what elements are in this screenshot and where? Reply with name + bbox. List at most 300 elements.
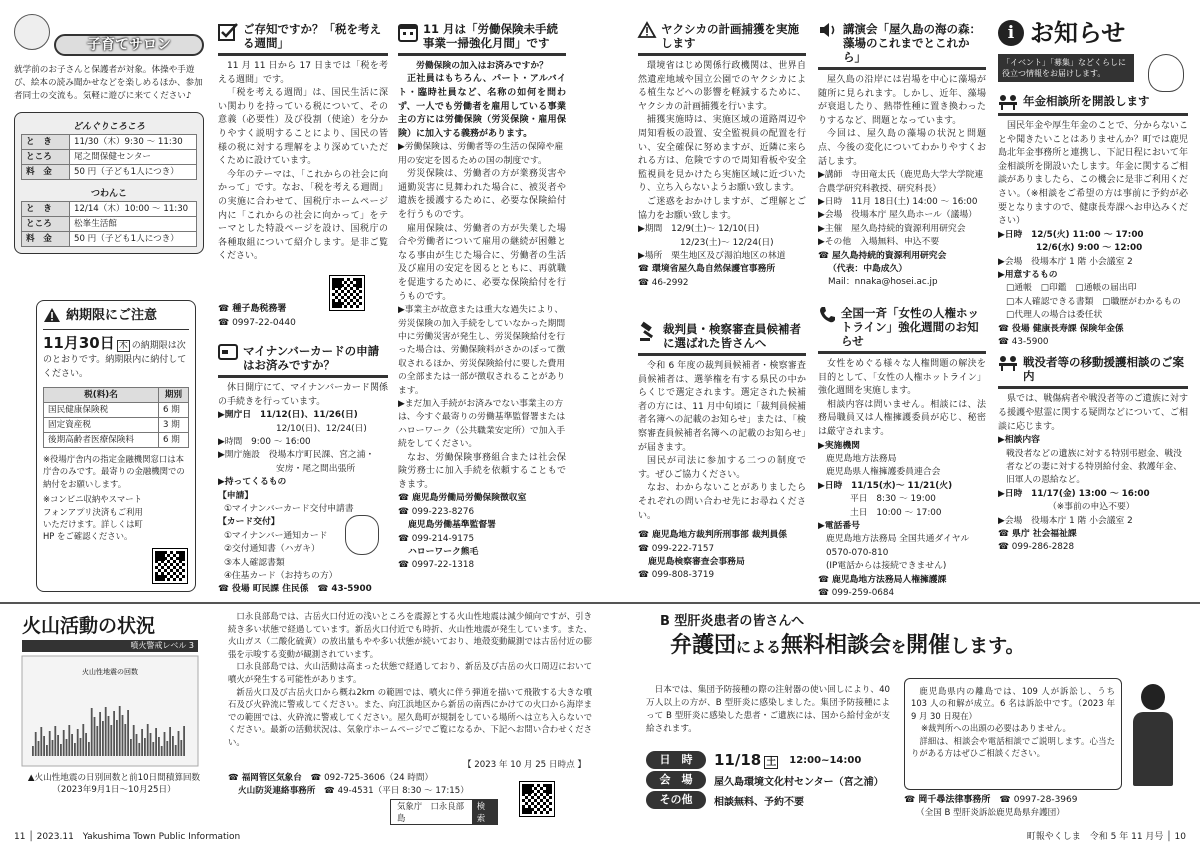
volcano-chart-bar: [172, 736, 174, 756]
mynumber-tel: 43-5900: [331, 584, 372, 595]
hotline-header: [818, 306, 986, 348]
hep-contact: [904, 794, 1124, 820]
deer-contact: ☎ 環境省屋久島自然保護官事務所: [638, 264, 776, 275]
mynumber-item-2: ①マイナンバー通知カード: [224, 530, 328, 541]
labor-contact-3: ハローワーク熊毛: [408, 547, 479, 557]
deer-place: ▶場所 栗生地区及び湯泊地区の林道: [638, 250, 786, 261]
volcano-qr-code[interactable]: [520, 782, 554, 816]
phone-icon: [818, 306, 836, 324]
salon-a-place: 尾之間保健センター: [70, 149, 197, 164]
volcano-chart-bar: [54, 726, 56, 756]
judge-contact-1-label: 鹿児島地方裁判所刑事部 裁判員係: [652, 530, 788, 541]
volcano-chart-bar: [99, 712, 101, 756]
deer-header: [638, 22, 806, 50]
volcano-chart-bar: [178, 731, 180, 756]
hepatitis-section: [600, 602, 1200, 824]
gavel-icon: [638, 322, 658, 342]
volcano-chart: [22, 656, 198, 766]
hotline-divider: [818, 351, 986, 354]
judge-header: [638, 322, 806, 350]
salon-a-when-label: と き: [22, 134, 70, 149]
tax-divider: [218, 53, 388, 56]
volcano-chart-bar: [166, 741, 168, 756]
volcano-chart-bar: [127, 710, 129, 756]
hotline-contact-label: 鹿児島地方法務局人権擁護課: [832, 574, 947, 585]
volcano-chart-bar: [152, 742, 154, 756]
lecture-other: ▶その他 入場無料、申込不要: [818, 237, 940, 248]
judge-contact-1: ☎ 鹿児島地方裁判所刑事部 裁判員係: [638, 530, 788, 541]
deadline-qr-code[interactable]: [153, 549, 187, 583]
deadline-table: [43, 387, 189, 448]
lecture-rep: （代表：中島成久）: [828, 264, 908, 274]
deadline-note-2: ※コンビニ収納やスマートフォンアプリ決済もご利用いただけます。詳しくは町 HP をご確認ください。: [43, 494, 143, 542]
volcano-chart-bar: [105, 707, 107, 756]
tax-p1: 11 月 11 日から 17 日までは「税を考える週間」です。: [218, 61, 388, 85]
volcano-contact-1: ☎ 福岡管区気象台 ☎ 092-725-3606（24 時間）: [228, 773, 434, 783]
volcano-chart-bar: [38, 741, 40, 756]
volcano-chart-bar: [158, 737, 160, 756]
lecture-p2: 今回は、屋久島の藻場の状況と問題点、今後の変化についてわかりやすくお話します。: [818, 129, 986, 167]
salon-b-name: つわんこ: [90, 188, 127, 199]
volcano-chart-bar: [122, 715, 124, 756]
pension-header: [998, 94, 1188, 110]
volcano-chart-bar: [150, 733, 152, 756]
volcano-chart-bar: [175, 745, 177, 756]
notice-sub: 「イベント」「募集」などくらしに役立つ情報をお届けします。: [998, 54, 1134, 82]
deadline-row-3-period: 6 期: [159, 433, 189, 448]
footer-right: 町報やくしま 令和 5 年 11 月号 │ 10: [1026, 832, 1186, 842]
lecture-column: [818, 22, 986, 304]
hotline-p2: 相談内容は問いません。相談には、法務局職員又は人権擁護委員が応じ、秘密は厳守されます。: [818, 399, 986, 437]
mynumber-item-3: ②交付通知書（ハガキ）: [224, 544, 320, 555]
tax-tel-number: 0997-22-0440: [232, 318, 296, 328]
lecture-p1: 屋久島の沿岸には岩場を中心に藻場が随所に見られます。しかし、近年、藻場が衰退したり、熱帯性種に置き換わったりするなど、問題となっています。: [818, 75, 986, 126]
deer-mascot: [1148, 54, 1184, 92]
footer-left: 11 │ 2023.11 Yakushima Town Public Information: [14, 832, 241, 842]
notice-header: [998, 18, 1188, 48]
hotline-tel-number: 099-259-0684: [831, 588, 895, 599]
lecture-title: 講演会「屋久島の海の森：藻場のこれまでとこれから」: [843, 22, 981, 64]
salon-box: [14, 112, 204, 254]
pension-bring-1: □通帳 □印鑑 □通帳の届出印: [1006, 283, 1137, 294]
warning-icon: [43, 307, 61, 323]
lawyer-figure: [1130, 684, 1176, 804]
info-icon: i: [998, 20, 1024, 46]
deer-contact-label: 環境省屋久島自然保護官事務所: [652, 264, 776, 275]
salon-b-fee: 50 円（子ども1人につき）: [70, 231, 197, 246]
labor-bold: 正社員はもちろん、パート・アルバイト・臨時社員など、名称の如何を問わず、一人でも労働者を雇用している事業主の方には労働保険（労災保険・雇用保険）に加入する義務があります。: [398, 74, 566, 139]
hotline-date: ▶日時 11/15(水)～ 11/21(火): [818, 480, 953, 491]
volcano-chart-bar: [60, 744, 62, 756]
deadline-header: [43, 307, 189, 330]
volcano-p3: 新岳火口及び古岳火口から概ね2km の範囲では、噴火に伴う弾道を描いて飛散する大きな噴石及び火砕流に警戒してください。また、向江浜地区から新岳の南西にかけての火口から海岸までの範囲では、火砕流に警戒してください。屋久島町が規制をしている場所へは立ち入らないでください。最新の活動状況は、気象庁ホームページでご覧になるか、下記へお問い合わせください。: [228, 686, 592, 747]
volcano-chart-bar: [68, 725, 70, 756]
mynumber-open-days-2: 12/10(日)、12/24(日): [276, 423, 367, 434]
deadline-text1: の納期限: [131, 341, 168, 351]
salon-a-place-label: ところ: [22, 149, 70, 164]
hep-other: 相談無料、予約不要: [714, 796, 804, 808]
salon-b-fee-label: 料 金: [22, 231, 70, 246]
judge-contact-2: 鹿児島検察審査会事務局: [648, 556, 745, 567]
deer-period-2: 12/23(土)～ 12/24(日): [680, 237, 774, 248]
period-header: 期別: [159, 388, 189, 403]
deer-divider: [638, 53, 806, 56]
deer-column: [638, 22, 806, 322]
hotline-phone-note: (IP電話からは接続できません): [826, 561, 947, 572]
baby-icon: [14, 14, 50, 50]
volcano-search[interactable]: [390, 799, 498, 825]
hep-big-4: を: [891, 638, 907, 656]
volcano-p1: 口永良部島では、古岳火口付近の浅いところを震源とする火山性地震は減少傾向ですが、引き続き多い状態で経過しています。新岳火口付近でも時折、火山性地震が発生しています。また、火山ガス（二酸化硫黄）の放出量もやや多い状態が続いており、地殻変動観測では古岳付近の膨張を示唆する変動が観測されています。: [228, 611, 592, 659]
veteran-content-label: ▶相談内容: [998, 435, 1040, 446]
volcano-date: 【 2023 年 10 月 25 日時点 】: [462, 760, 586, 770]
deadline-note-1: ※役場庁舎内の指定金融機関窓口は本庁舎のみです。最寄りの金融機関での納付をお願いします。: [43, 454, 185, 489]
mynumber-facility: ▶開庁施設 役場本庁町民課、宮之浦・: [218, 450, 375, 461]
hotline-p1: 女性をめぐる様々な人権問題の解決を目的として、「女性の人権ホットライン」強化週間を実施します。: [818, 359, 986, 397]
mynumber-issue: 【カード交付】: [218, 517, 280, 528]
mynumber-open-days: ▶開庁日 11/12(日)、11/26(日): [218, 410, 358, 421]
tax-contact: [218, 302, 388, 330]
salon-a-when: 11/30（木）9:30 ～ 11:30: [70, 134, 197, 149]
labor-p3: 雇用保険は、労働者の方が失業した場合や労働者について雇用の継続が困難となる事由が生じた場合に、労働者の生活及び雇用の安定を図るとともに、再就職を促進するために、必要な保険給付を行うものです。: [398, 223, 566, 302]
hep-date: 11/18: [714, 751, 762, 769]
veteran-header: [998, 355, 1188, 383]
mynumber-bring: ▶持ってくるもの: [218, 477, 287, 488]
labor-divider: [398, 53, 566, 56]
salon-b-table: [21, 201, 197, 247]
mynumber-divider: [218, 375, 388, 378]
veteran-divider: [998, 386, 1188, 389]
salon-header: [14, 12, 204, 60]
hep-tel: 0997-28-3969: [1013, 795, 1078, 805]
hep-other-label: その他: [646, 791, 706, 809]
salon-a-fee: 50 円（子ども1人につき）: [70, 164, 197, 179]
mynumber-contact: ☎ 役場 町民課 住民係 ☎ 43-5900: [218, 584, 372, 595]
volcano-chart-bar: [183, 726, 185, 756]
labor-p4: ▶事業主が故意または重大な過失により、労災保険の加入手続をしていなかった期間中に労働災害が発生し、労災保険給付を行った場合は、労働保険料がさかのぼって徴収されるほか、労災保険給付に要した費用の全部または一部が徴収されることがあります。: [398, 305, 566, 396]
mynumber-apply: 【申請】: [218, 490, 254, 501]
volcano-contacts: [228, 772, 498, 825]
labor-tel-3: ☎ 0997-22-1318: [398, 560, 475, 571]
volcano-section: [0, 602, 600, 824]
mynumber-hours: ▶時間 9:00 ～ 16:00: [218, 437, 311, 447]
hep-lead: B 型肝炎患者の皆さんへ: [660, 614, 805, 629]
volcano-contact-2-label: 火山防災連絡事務所: [238, 785, 316, 796]
volcano-chart-bar: [32, 746, 34, 756]
veteran-tel-number: 099-286-2828: [1011, 542, 1075, 553]
hotline-contact: ☎ 鹿児島地方法務局人権擁護課: [818, 574, 947, 585]
deadline-box: [36, 300, 196, 592]
salon-a-fee-label: 料 金: [22, 164, 70, 179]
hotline-phone-label: ▶電話番号: [818, 521, 860, 531]
volcano-chart-bar: [102, 721, 104, 756]
volcano-chart-bar: [40, 727, 42, 756]
hep-p2-note: ※裁判所への出頭の必要はありません。: [921, 723, 1071, 734]
right-page: [600, 0, 1200, 848]
volcano-chart-bar: [71, 734, 73, 756]
volcano-chart-bar: [77, 729, 79, 756]
labor-p5: ▶まだ加入手続がお済みでない事業主の方は、今すぐ最寄りの労働基準監督署またはハローワーク（公共職業安定所）で加入手続をしてください。: [398, 398, 566, 450]
salon-intro: 就学前のお子さんと保護者が対象。体操や手遊び、絵本の読み聞かせなどを楽しめるほか、参加者同士の交流も。気軽に遊びに来てください♪: [14, 65, 203, 102]
salon-b-when: 12/14（木）10:00 ～ 11:30: [70, 201, 197, 216]
hotline-weekend: 土日 10:00 ～ 17:00: [850, 507, 942, 518]
deer-tel-number: 46-2992: [651, 277, 689, 288]
volcano-chart-bar: [141, 729, 143, 756]
pension-tel: ☎ 43-5900: [998, 337, 1049, 347]
volcano-chart-bar: [119, 706, 121, 756]
id-card-icon: [218, 344, 238, 360]
hep-venue-label: 会 場: [646, 771, 706, 789]
volcano-chart-bar: [57, 735, 59, 756]
hep-org: （全国 B 型肝炎訴訟鹿児島県弁護団）: [916, 808, 1065, 818]
volcano-chart-bar: [85, 733, 87, 756]
volcano-chart-bar: [116, 720, 118, 756]
volcano-chart-bar: [66, 739, 68, 756]
volcano-chart-bar: [91, 708, 93, 756]
volcano-chart-bar: [136, 734, 138, 756]
meeting-icon: [998, 94, 1018, 110]
veteran-title: 戦没者等の移動援護相談のご案内: [1023, 355, 1184, 384]
labor-tel-3-number: 0997-22-1318: [411, 560, 475, 571]
judge-p1: 令和 6 年度の裁判員候補者・検察審査員候補者は、選挙権を有する県民の中からくじで選定されます。選定された候補者の方には、11 月中旬頃に「裁判員候補者名簿への記載のお知らせ」または、「検察審査員候補者名簿への記載のお知らせ」が届きます。: [638, 361, 806, 453]
volcano-chart-bar: [113, 711, 115, 756]
hotline-org-1: 鹿児島地方法務局: [826, 453, 897, 464]
tax-tel: ☎ 0997-22-0440: [218, 318, 296, 328]
hep-headline: [670, 628, 1025, 659]
deadline-day: 木: [118, 341, 128, 351]
lecture-header: [818, 22, 986, 64]
labor-contact-2: 鹿児島労働基準監督署: [408, 520, 496, 531]
deer-title: ヤクシカの計画捕獲を実施します: [661, 22, 799, 50]
tax-contact-label: 種子島税務署: [232, 304, 287, 314]
volcano-chart-bar: [96, 726, 98, 756]
pension-contact: ☎ 役場 健康長寿課 保険年金係: [998, 323, 1124, 334]
volcano-chart-bar: [155, 728, 157, 756]
volcano-chart-bar: [147, 724, 149, 756]
judge-p3: なお、わからないことがありましたらそれぞれの問い合わせ先にお尋ねください。: [638, 483, 806, 521]
volcano-chart-bar: [46, 745, 48, 756]
volcano-chart-bar: [49, 731, 51, 756]
volcano-p2: 口永良部島では、火山活動は高まった状態で経過しており、新岳及び古岳の火口周辺において噴火が発生する可能性があります。: [228, 661, 592, 684]
hep-details: [646, 750, 896, 810]
hep-time: 12:00~14:00: [789, 754, 862, 766]
volcano-chart-bar: [74, 743, 76, 756]
judge-tel-1: ☎ 099-222-7157: [638, 543, 715, 554]
labor-p2: 労災保険は、労働者の方が業務災害や通勤災害に見舞われた場合に、被災者や遺族を援護するために、必要な保険給付を行うものです。: [398, 169, 566, 220]
volcano-caption: ▲火山性地震の日別回数と前10日間積算回数（2023年9月1日〜10月25日）: [27, 773, 201, 795]
tax-p3: 今年のテーマは、「これからの社会に向かって」です。なお、「税を考える週間」の実施に合わせて、国税庁ホームページ内に「これからの社会に向かって」をテーマとした特設ページを設け、国税庁の各種取組について紹介します。是非ご覧ください。: [218, 169, 388, 262]
tax-p2: 「税を考える週間」は、国民生活に深い関わりを持っている税について、その意義（必要性）及び役割（使途）を分かりやすく説明することにより、国民の皆様の税に対する理解をより深めていただくために設けています。: [218, 88, 388, 167]
salon-b-place: 松峯生活館: [70, 216, 197, 231]
volcano-contact-2: 火山防災連絡事務所 ☎ 49-4531（平日 8:30 ～ 17:15）: [238, 785, 469, 796]
pension-venue: ▶会場 役場本庁 1 階 小会議室 2: [998, 256, 1133, 267]
volcano-chart-bar: [35, 732, 37, 756]
rabbit-mascot: [345, 515, 379, 555]
notice-title: お知らせ: [1030, 19, 1126, 47]
tax-contact-name: ☎ 種子島税務署: [218, 304, 287, 314]
hotline-org-label: ▶実施機関: [818, 440, 860, 451]
hep-day: 土: [766, 757, 777, 768]
mynumber-item-4: ③本人確認書類: [224, 557, 285, 568]
warning-icon: [638, 22, 656, 38]
lecture-datetime: ▶日時 11月 18日(土) 14:00 ～ 16:00: [818, 196, 978, 207]
volcano-search-button[interactable]: 検索: [472, 800, 497, 824]
salon-b-place-label: ところ: [22, 216, 70, 231]
hep-p1: 日本では、集団予防接種の際の注射器の使い回しにより、40 万人以上の方が、B 型肝炎に感染しました。集団予防接種によって B 型肝炎に感染した患者・ご遺族には、国から給付金が支給されます。: [646, 685, 890, 734]
volcano-level: 噴火警戒レベル 3: [22, 640, 198, 652]
tax-name-header: 税(料)名: [44, 388, 159, 403]
volcano-chart-bar: [94, 717, 96, 756]
pension-datetime: ▶日時 12/5(火) 11:00 ～ 17:00: [998, 229, 1144, 240]
hotline-tel: ☎ 099-259-0684: [818, 588, 895, 599]
judge-column: [638, 322, 806, 592]
salon-a-name: どんぐりころころ: [72, 121, 145, 132]
volcano-chart-bar: [169, 727, 171, 756]
hotline-column: [818, 306, 986, 599]
hotline-org-2: 鹿児島県人権擁護委員連合会: [826, 467, 941, 478]
volcano-chart-bar: [144, 738, 146, 756]
mynumber-header: [218, 344, 388, 372]
pension-p1: 国民年金や厚生年金のことで、分からないことや聞きたいことはありませんか？町では鹿児島北年金事務所と連携し、下記日程において年金相談所を開設いたします。年金に関するご相談がありましたら、この機会に是非ご利用ください。（※相談をご希望の方は事前に予約が必要となりますので、健康長寿課へお申込みください）: [998, 121, 1188, 227]
checkbox-icon: [218, 22, 238, 42]
deer-period: ▶期間 12/9(土)～ 12/10(日): [638, 224, 760, 235]
hep-big-1: 弁護団: [670, 633, 737, 658]
deer-p1: 環境省はじめ関係行政機関は、世界自然遺産地域や国立公園でのヤクシカによる植生などへの影響を軽減するために、ヤクシカの計画捕獲を行います。: [638, 61, 806, 112]
volcano-chart-bar: [124, 724, 126, 756]
labor-tel-2: ☎ 099-214-9175: [398, 533, 475, 544]
salon-b-when-label: と き: [22, 201, 70, 216]
labor-tel-2-number: 099-214-9175: [411, 533, 475, 544]
judge-tel-2-number: 099-808-3719: [651, 570, 715, 581]
lecture-divider: [818, 67, 986, 70]
volcano-contact-1-label: 福岡管区気象台: [241, 773, 302, 783]
veteran-datetime: ▶日時 11/17(金) 13:00 ～ 16:00: [998, 488, 1150, 499]
volcano-chart-bar: [180, 740, 182, 756]
volcano-text: [228, 610, 592, 770]
mynumber-contact-label: 役場 町民課 住民係: [232, 584, 309, 595]
tax-header: [218, 22, 388, 50]
deadline-row-1-period: 6 期: [159, 403, 189, 418]
judge-p2: 国民が司法に参加する二つの制度です。ぜひご協力ください。: [638, 456, 806, 480]
hotline-phone-number: 0570-070-810: [826, 547, 889, 558]
pension-contact-label: 役場 健康長寿課 保険年金係: [1012, 323, 1124, 334]
labor-p6: なお、労働保険事務組合または社会保険労務士に加入手続を依頼することもできます。: [398, 452, 566, 490]
mynumber-item-5: ④住基カード（お持ちの方）: [224, 571, 338, 582]
hotline-weekday: 平日 8:30 ～ 19:00: [850, 494, 936, 505]
volcano-chart-bar: [82, 724, 84, 756]
labor-tel-1: ☎ 099-223-8276: [398, 506, 475, 517]
deadline-row-3-name: 後期高齢者医療保険料: [44, 433, 159, 448]
hep-venue: 屋久島環境文化村センター（宮之浦）: [714, 776, 884, 788]
volcano-chart-bar: [164, 732, 166, 756]
volcano-title: 火山活動の状況: [22, 615, 156, 637]
deer-p3: ご迷惑をおかけしますが、ご理解とご協力をお願い致します。: [638, 196, 806, 221]
deadline-row-2-period: 3 期: [159, 418, 189, 433]
calendar-icon: [398, 22, 418, 42]
lecture-venue: ▶会場 役場本庁 屋久島ホール（議場）: [818, 210, 977, 221]
deadline-title: 納期限にご注意: [66, 308, 158, 323]
labor-question: 労働保険の加入はお済みですか？: [416, 61, 548, 71]
volcano-chart-bar: [161, 746, 163, 756]
veteran-note: （※事前の申込不要）: [1048, 502, 1135, 513]
hep-p3: 詳細は、相談会や電話相談でご説明します。心当たりがある方はぜひご相談ください。: [911, 735, 1115, 759]
mynumber-facility-2: 安房・尾之間出張所: [276, 463, 356, 474]
volcano-tel-1: 092-725-3606（24 時間）: [324, 773, 434, 783]
hep-p2: 鹿児島県内の離島では、109 人が訴訟し、うち 103 人の和解が成立。6 名は訴訟中です。（2023 年 9 月 30 日現在）: [911, 686, 1115, 721]
tax-title: ご存知ですか？「税を考える週間」: [243, 22, 381, 50]
labor-header: [398, 22, 566, 50]
deer-tel: ☎ 46-2992: [638, 277, 689, 288]
veteran-p1: 県では、戦傷病者や戦没者等のご遺族に対する援護や慰霊に関する疑問などについて、ご相談に応じます。: [998, 394, 1188, 432]
volcano-chart-bar: [80, 738, 82, 756]
volcano-chart-bar: [88, 742, 90, 756]
deadline-date: 11月30日: [43, 334, 115, 352]
notice-column: [998, 18, 1188, 598]
judge-tel-1-number: 099-222-7157: [651, 543, 715, 554]
labor-contact-1: ☎ 鹿児島労働局労働保険徴収室: [398, 493, 527, 504]
lecture-host: ▶主催 屋久島持続的資源利用研究会: [818, 223, 966, 234]
volcano-chart-bar: [63, 730, 65, 756]
volcano-chart-bar: [133, 725, 135, 756]
volcano-chart-bar: [138, 743, 140, 756]
volcano-tel-2: 49-4531（平日 8:30 ～ 17:15）: [337, 785, 469, 796]
deadline-text2: は次のとおりです。納期限内に納付してください。: [43, 341, 187, 379]
mynumber-column: [218, 344, 388, 599]
salon-column: [14, 12, 204, 312]
deadline-row-1-name: 国民健康保険税: [44, 403, 159, 418]
veteran-tel: ☎ 099-286-2828: [998, 542, 1075, 553]
deer-p2: 捕獲実施時は、実施区域の道路周辺や周知看板の設置、安全監視員の配置を行い、安全確保に努めますが、近隣に来られる方は、危険ですので周知看板や安全監視員を見かけたら実施区域に近づいたり、立ち入らないようお願い致します。: [638, 115, 806, 194]
volcano-chart-bar: [130, 739, 132, 756]
volcano-chart-title: 火山性地震の回数: [82, 668, 138, 676]
judge-divider: [638, 353, 806, 356]
lecture-mail[interactable]: Mail：nnaka@hosei.ac.jp: [828, 277, 938, 288]
hep-big-2: による: [736, 638, 782, 656]
volcano-chart-bar: [110, 725, 112, 756]
veteran-content: 戦没者などの遺族に対する特別弔慰金、戦没者などの妻に対する特別給付金、救護年金、旧軍人の恩給など。: [1006, 448, 1182, 486]
lecture-contact-label: 屋久島持続的資源利用研究会: [832, 250, 947, 261]
mynumber-p1: 休日開庁にて、マイナンバーカード関係の手続きを行っています。: [218, 383, 388, 407]
judge-tel-2: ☎ 099-808-3719: [638, 570, 715, 581]
volcano-chart-bar: [108, 716, 110, 756]
meeting-icon: [998, 355, 1018, 371]
hep-big-6: します。: [950, 635, 1025, 657]
hotline-phone-org: 鹿児島地方法務局 全国共通ダイヤル: [826, 534, 970, 545]
hep-info-box: [904, 678, 1122, 790]
mynumber-title: マイナンバーカードの申請はお済みですか？: [243, 344, 380, 372]
deadline-text: [43, 336, 189, 381]
speaker-icon: [818, 22, 838, 38]
labor-p1: ▶労働保険は、労働者等の生活の保障や雇用の安定を図るための国の制度です。: [398, 142, 564, 166]
mynumber-item-1: ①マイナンバーカード交付申請書: [224, 504, 354, 515]
veteran-contact: ☎ 県庁 社会福祉課: [998, 529, 1077, 540]
pension-bring: ▶用意するもの: [998, 269, 1058, 280]
salon-title: 子育てサロン: [54, 34, 204, 56]
pension-bring-2: □本人確認できる書類 □職歴がわかるもの □代理人の場合は委任状: [1006, 296, 1190, 321]
veteran-contact-label: 県庁 社会福祉課: [1012, 529, 1077, 540]
pension-tel-number: 43-5900: [1011, 337, 1049, 347]
labor-column: [398, 22, 566, 592]
labor-contact-1-label: 鹿児島労働局労働保険徴収室: [412, 493, 527, 504]
volcano-chart-bar: [52, 740, 54, 756]
labor-title: 11 月は「労働保険未手続事業一掃強化月間」です: [423, 22, 559, 50]
hep-contact-line: ☎ 岡千尋法律事務所 ☎ 0997-28-3969: [904, 795, 1078, 805]
hotline-title: 全国一斉「女性の人権ホットライン」強化週間のお知らせ: [841, 306, 979, 348]
hep-big-5: 開催: [906, 633, 951, 658]
lecture-speaker: ▶講師 寺田竜太氏（鹿児島大学大学院連合農学研究科教授、研究科長）: [818, 170, 984, 194]
labor-tel-1-number: 099-223-8276: [411, 506, 475, 517]
volcano-chart-bar: [43, 736, 45, 756]
